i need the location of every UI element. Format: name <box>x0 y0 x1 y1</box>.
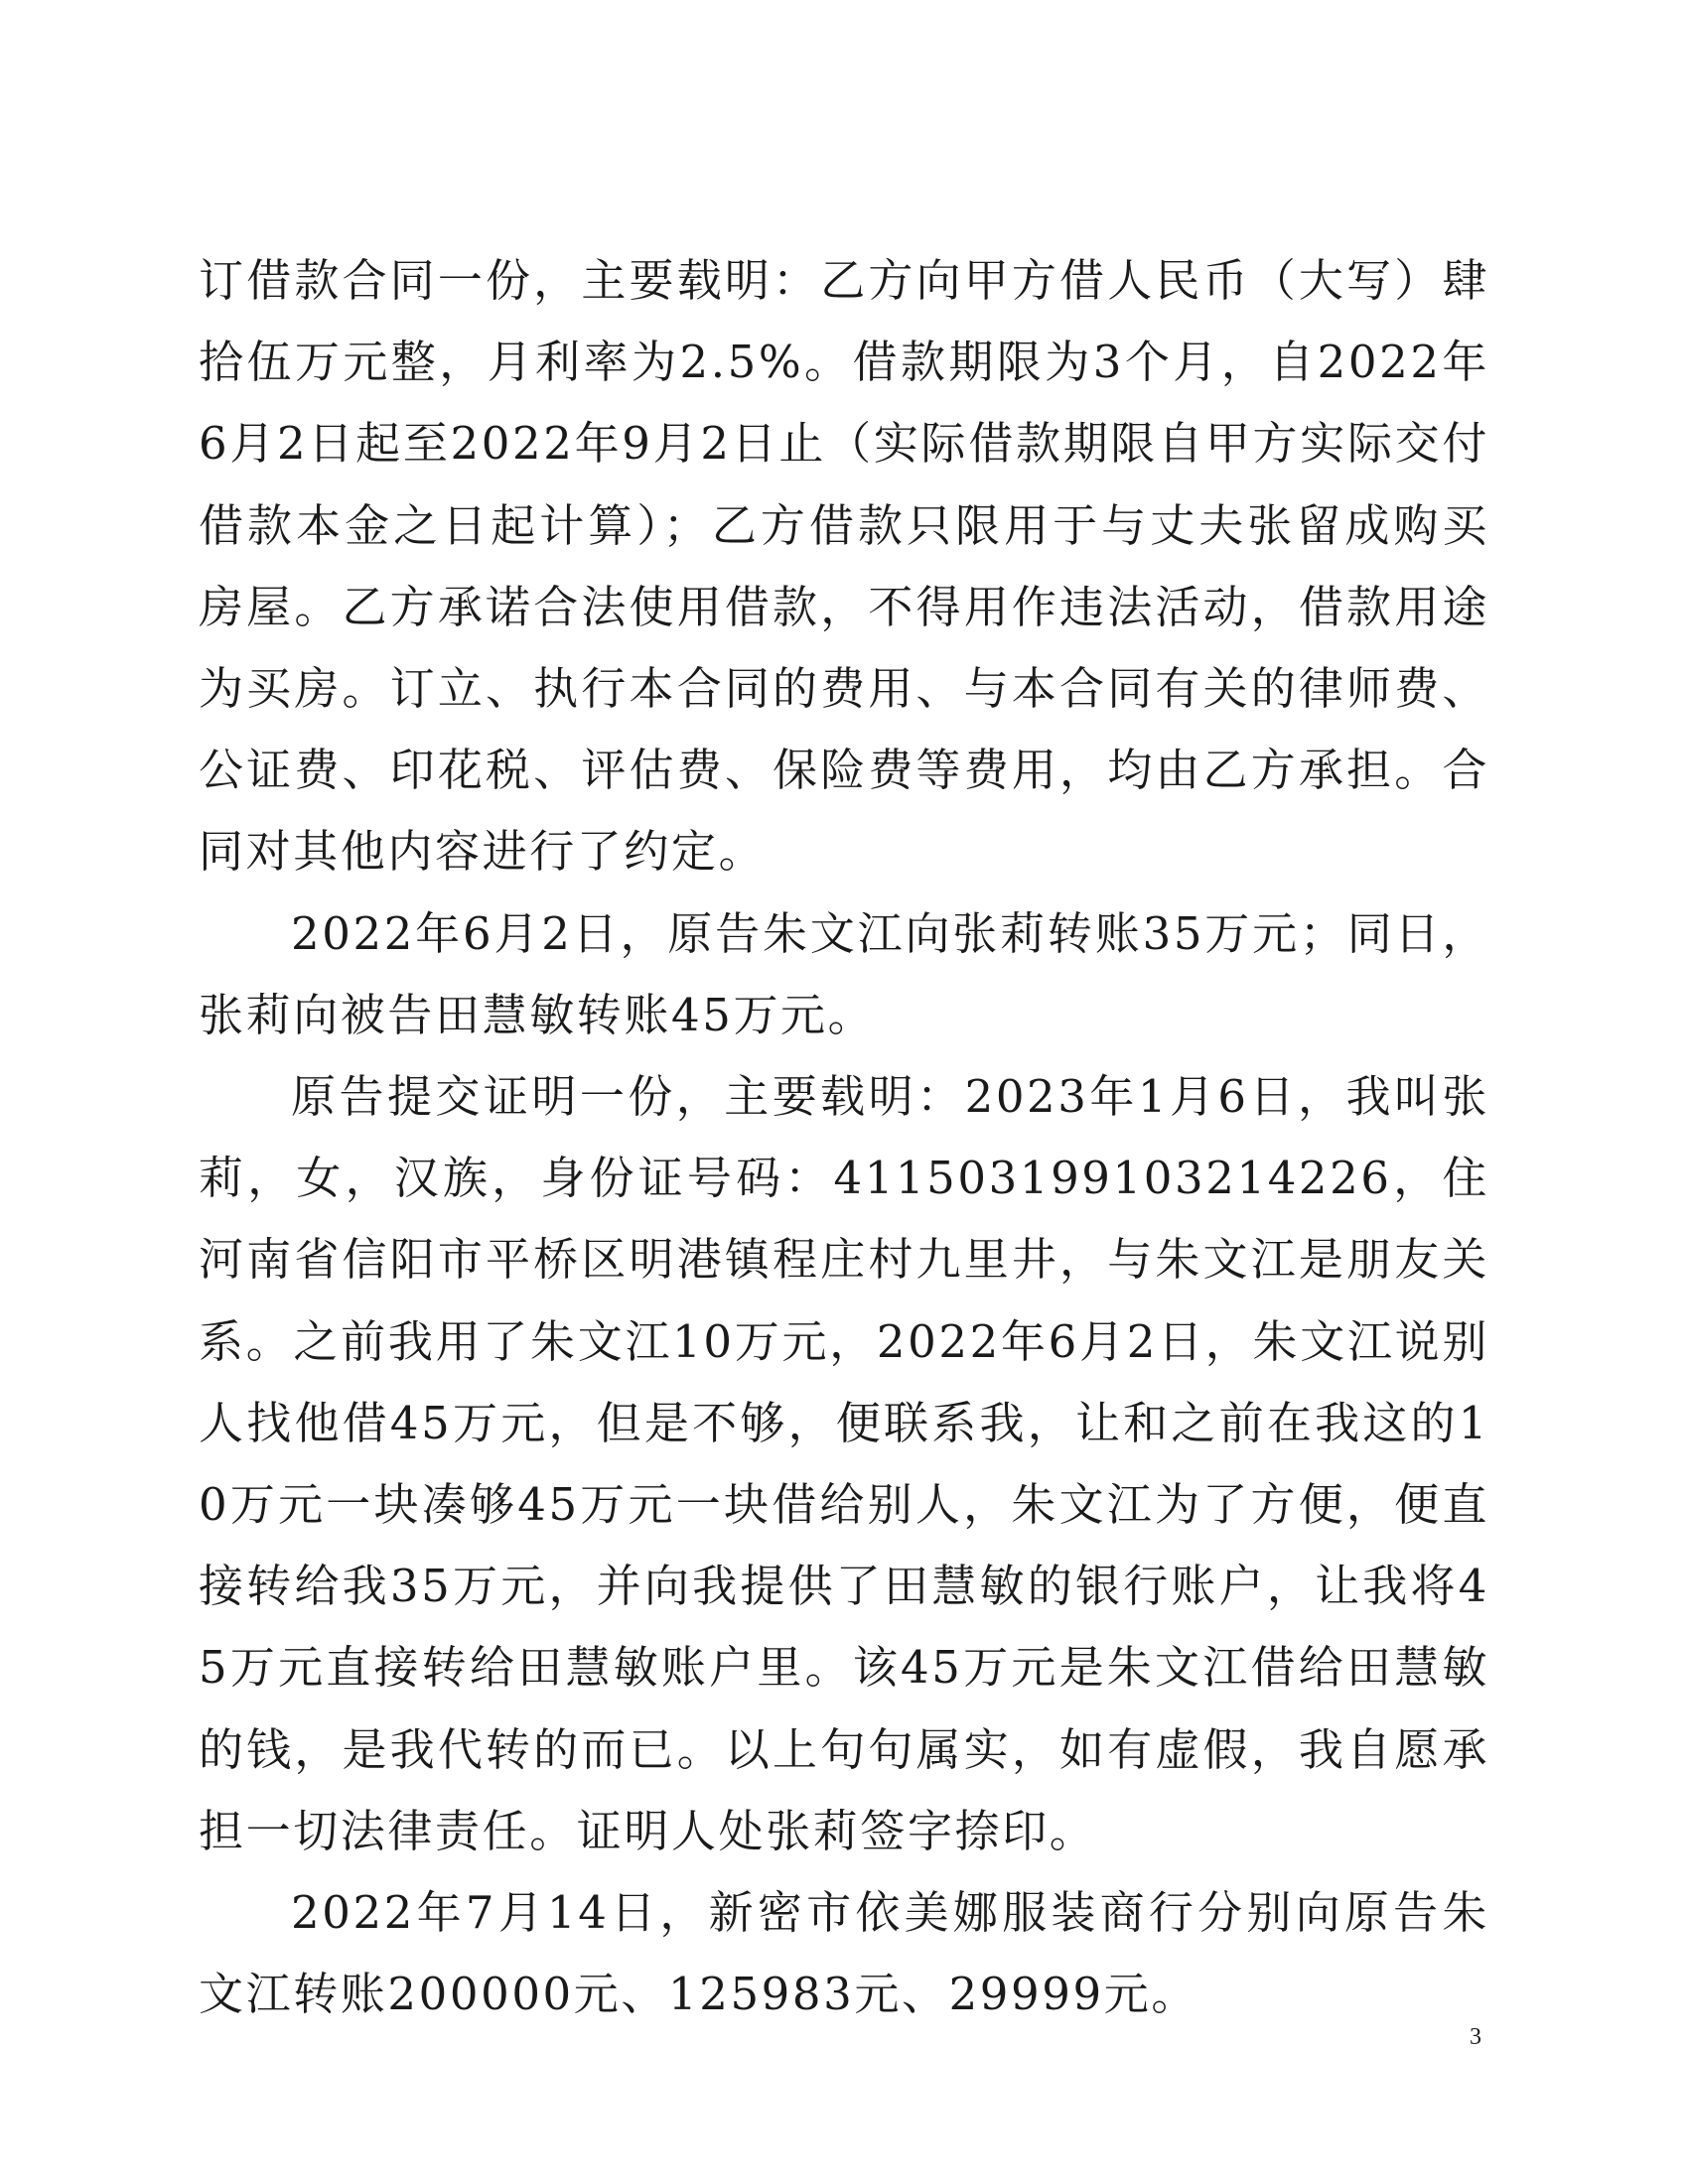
paragraph-transfer: 2022年6月2日，原告朱文江向张莉转账35万元；同日，张莉向被告田慧敏转账45万元。 <box>199 906 1489 1041</box>
paragraph-merchant-transfer: 2022年7月14日，新密市依美娜服装商行分别向原告朱文江转账200000元、125983元、29999元。 <box>199 1886 1489 2021</box>
page-number: 3 <box>1470 2024 1481 2050</box>
document-body <box>199 240 1489 2035</box>
paragraph-witness-statement: 原告提交证明一份，主要载明：2023年1月6日，我叫张莉，女，汉族，身份证号码：411503199103214226，住河南省信阳市平桥区明港镇程庄村九里井，与朱文江是朋友关系。之前我用了朱文江10万元，2022年6月2日，朱文江说别人找他借45万元，但是不够，便联系我，让和之前在我这的10万元一块凑够45万元一块借给别人，朱文江为了方便，便直接转给我35万元，并向我提供了田慧敏的银行账户，让我将45万元直接转给田慧敏账户里。该45万元是朱文江借给田慧敏的钱，是我代转的而已。以上句句属实，如有虚假，我自愿承担一切法律责任。证明人处张莉签字捺印。 <box>199 1070 1489 1857</box>
paragraph-loan-contract: 订借款合同一份，主要载明：乙方向甲方借人民币（大写）肆拾伍万元整，月利率为2.5%。借款期限为3个月，自2022年6月2日起至2022年9月2日止（实际借款期限自甲方实际交付借款本金之日起计算）；乙方借款只限用于与丈夫张留成购买房屋。乙方承诺合法使用借款，不得用作违法活动，借款用途为买房。订立、执行本合同的费用、与本合同有关的律师费、公证费、印花税、评估费、保险费等费用，均由乙方承担。合同对其他内容进行了约定。 <box>199 254 1489 879</box>
